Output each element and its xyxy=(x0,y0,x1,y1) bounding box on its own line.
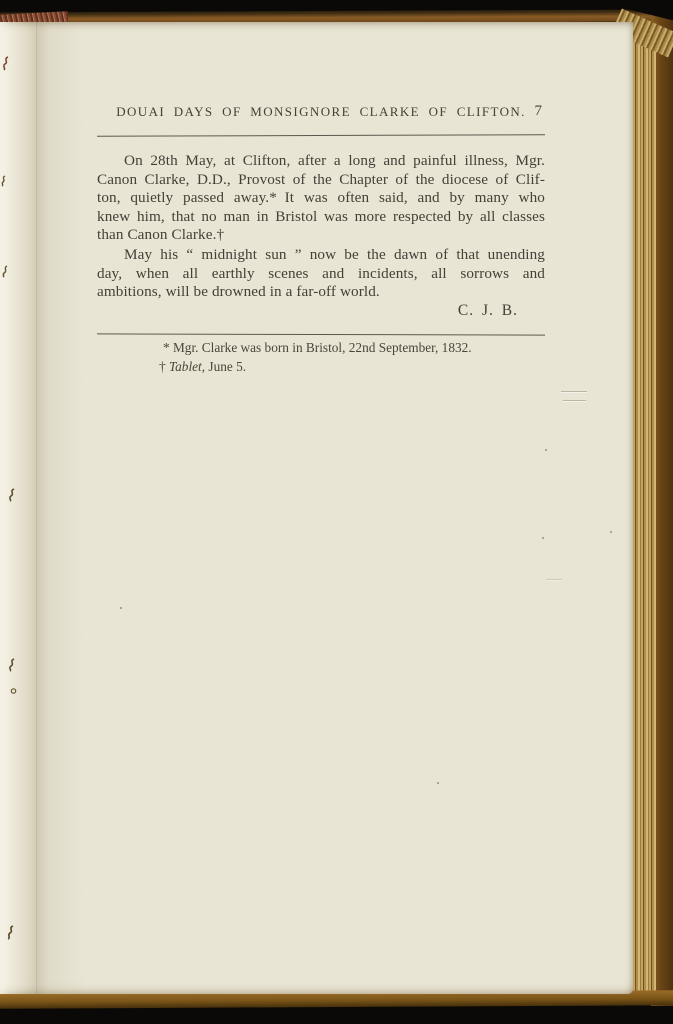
header-rule xyxy=(97,134,545,137)
paper-crease xyxy=(563,400,586,401)
stitch-mark xyxy=(7,488,16,507)
paper-speck xyxy=(542,537,544,539)
footnote-date: June 5. xyxy=(205,359,247,375)
footnote-rule xyxy=(97,334,545,336)
body-line: May his “ midnight sun ” now be the dawn of that unending xyxy=(124,245,545,263)
stitch-mark xyxy=(5,925,15,945)
paper-crease xyxy=(546,579,562,580)
body-line: knew him, that no man in Bristol was more respected by all classes xyxy=(97,207,545,225)
footnote-marker: † xyxy=(159,359,169,375)
body-line: day, when all earthly scenes and incidents, all sorrows and xyxy=(97,264,545,282)
body-line: On 28th May, at Clifton, after a long and painful illness, Mgr. xyxy=(124,152,545,169)
body-line: ambitions, will be drowned in a far-off world. xyxy=(97,283,380,301)
page-edge-stack xyxy=(630,28,656,994)
stitch-mark xyxy=(1,265,9,283)
stitch-mark xyxy=(7,658,16,677)
running-head-row xyxy=(97,104,545,120)
footnotes xyxy=(97,338,545,376)
body-line: ton, quietly passed away.* It was often said, and by many who xyxy=(97,189,545,207)
author-initials: C. J. B. xyxy=(457,301,518,319)
stitch-mark xyxy=(10,682,17,700)
gutter-fold-line xyxy=(36,22,37,994)
stitch-mark xyxy=(0,174,7,192)
body-line: than Canon Clarke.† xyxy=(97,226,225,244)
stitch-mark xyxy=(1,56,10,76)
body-paragraph xyxy=(97,152,545,245)
paper-speck xyxy=(120,607,122,609)
paper-speck xyxy=(610,531,612,533)
running-head: DOUAI DAYS OF MONSIGNORE CLARKE OF CLIFTON. xyxy=(116,104,526,119)
body-paragraph xyxy=(97,246,545,302)
paper-crease xyxy=(561,391,587,392)
paper-speck xyxy=(545,449,547,451)
footnote: * Mgr. Clarke was born in Bristol, 22nd September, 1832. xyxy=(163,340,472,356)
page-number: 7 xyxy=(534,103,543,119)
text-block xyxy=(97,22,545,376)
book-page xyxy=(0,22,633,994)
footnote-source: Tablet, xyxy=(168,359,206,375)
body-line: Canon Clarke, D.D., Provost of the Chapter of the diocese of Clif- xyxy=(97,170,545,188)
gutter-shadow xyxy=(0,22,90,994)
paper-speck xyxy=(437,782,439,784)
footnote xyxy=(97,357,545,376)
